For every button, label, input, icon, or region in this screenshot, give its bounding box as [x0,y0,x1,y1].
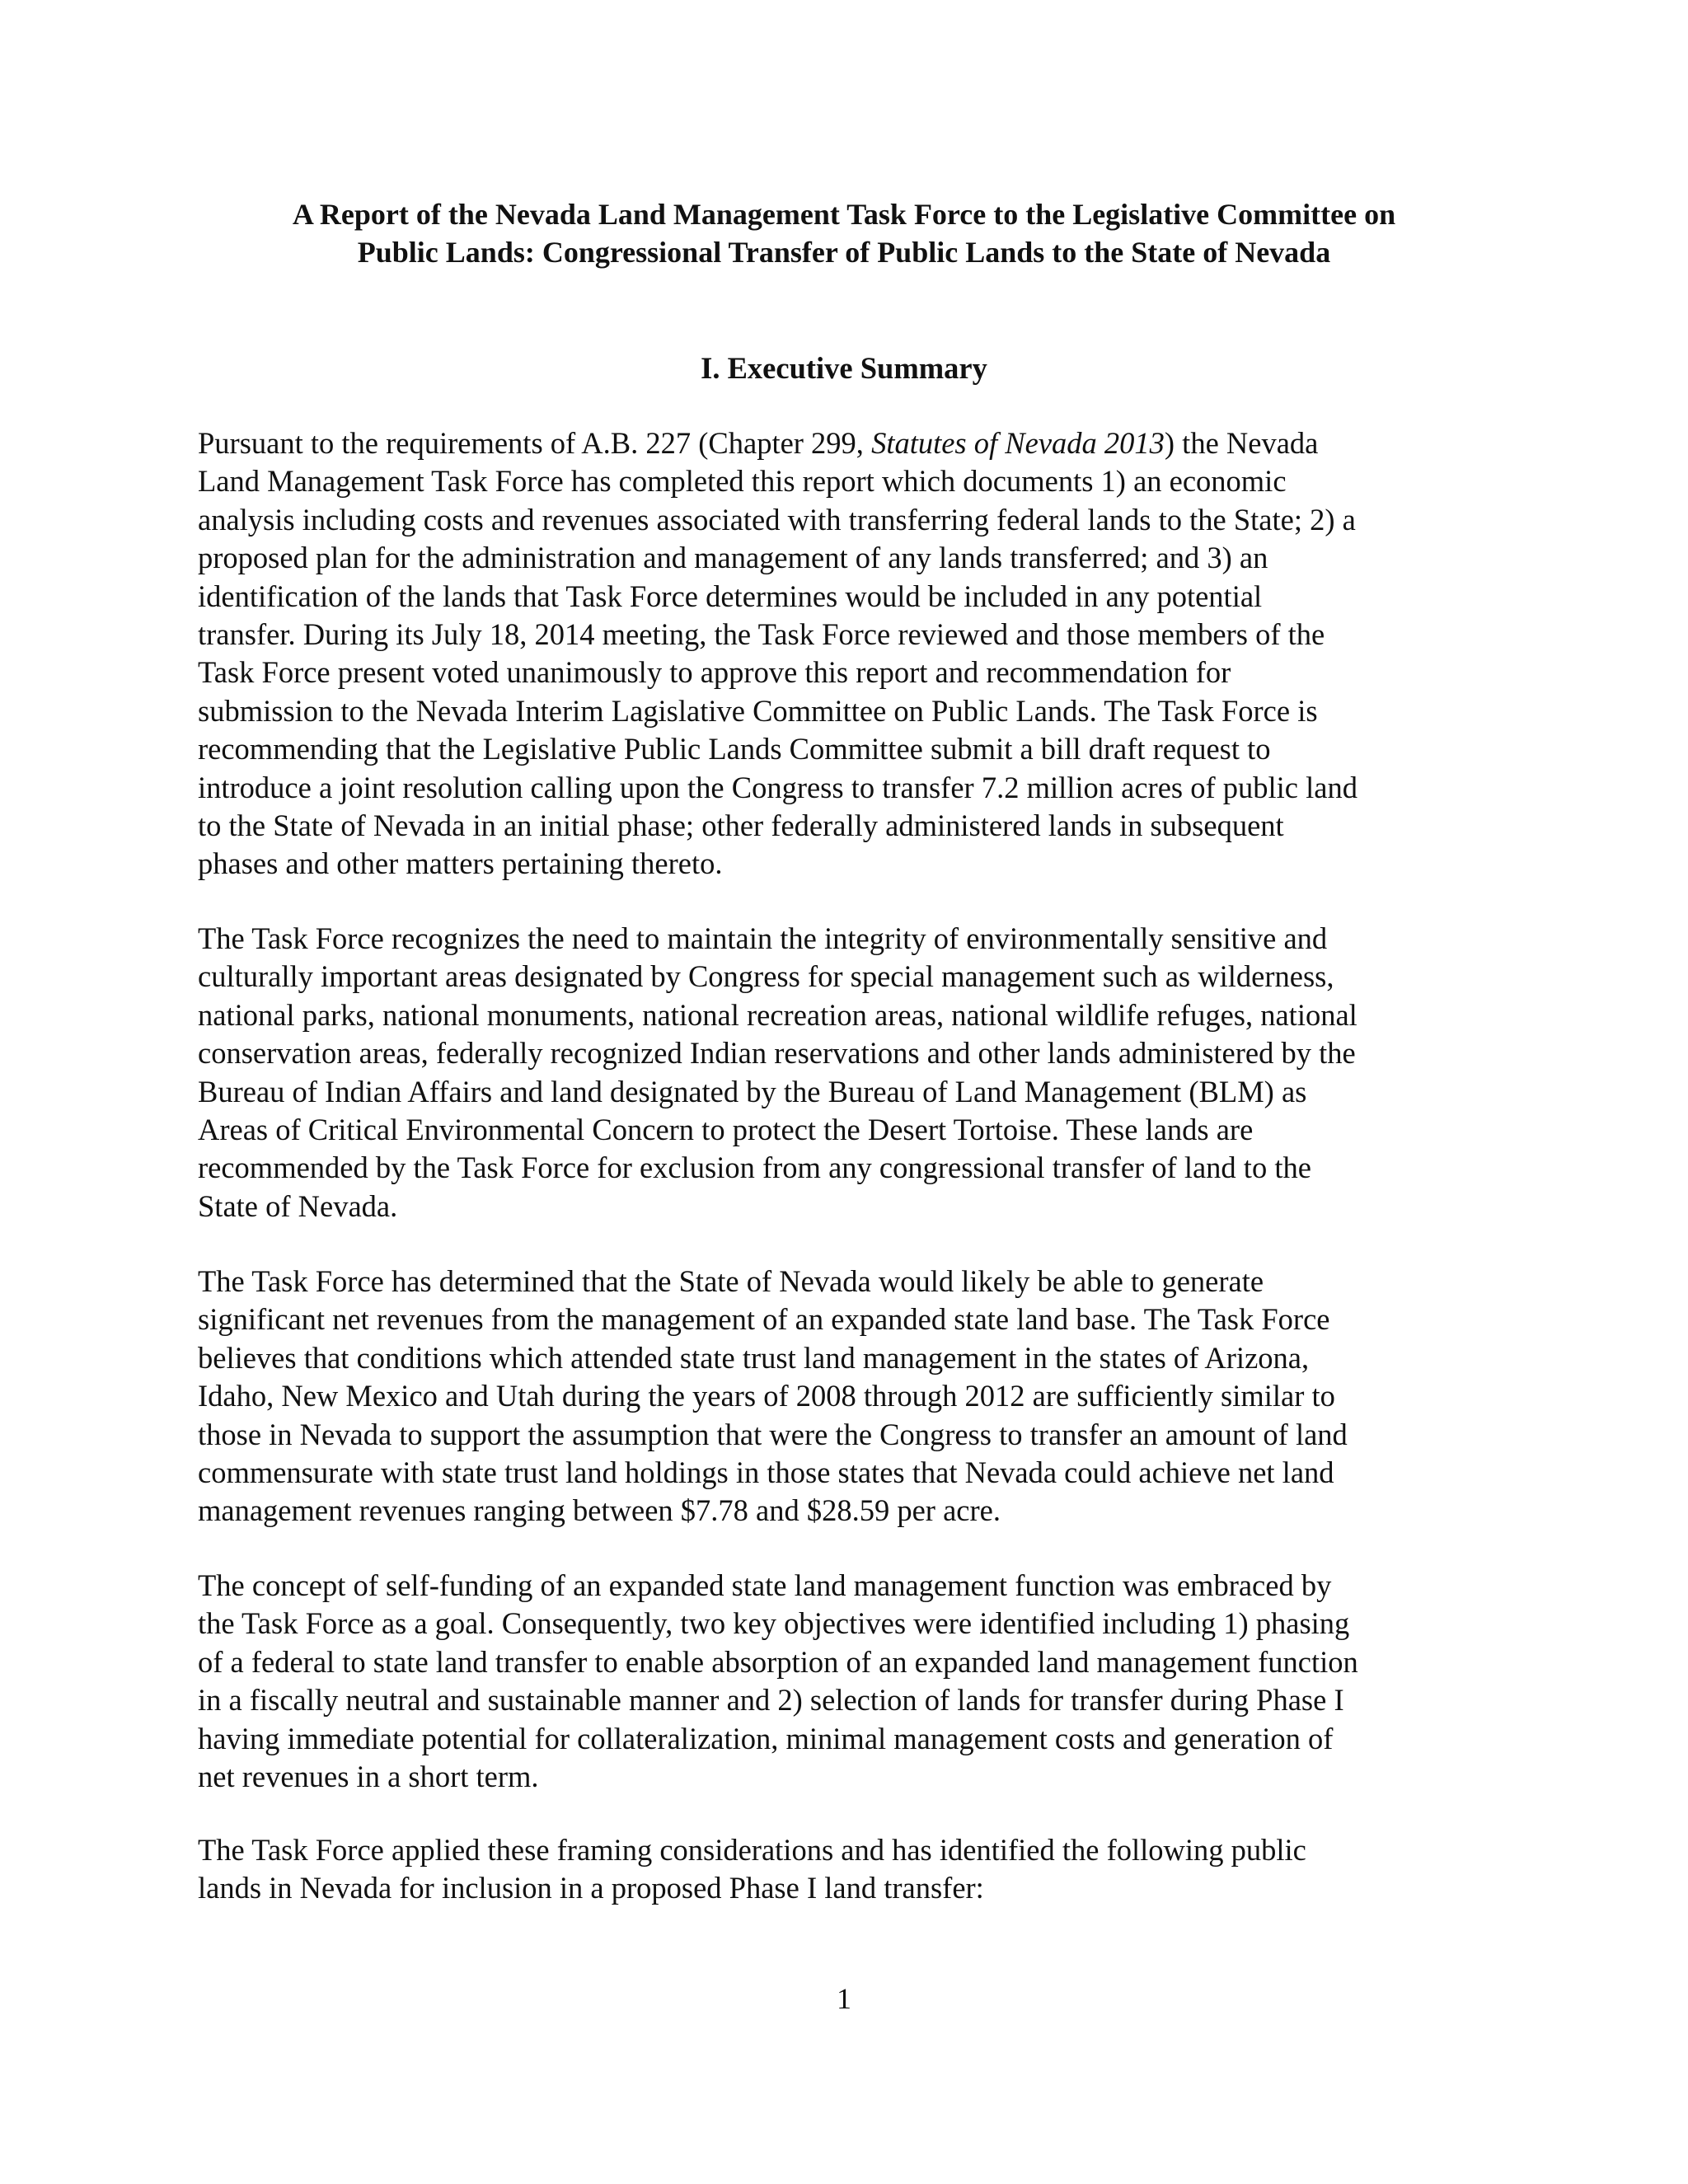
paragraph-3 [198,1263,1508,1530]
paragraph-line: those in Nevada to support the assumption that were the Congress to transfer an amount of land [198,1417,1348,1451]
paragraph-line: recommended by the Task Force for exclusion from any congressional transfer of land to the [198,1151,1311,1185]
paragraph-line: culturally important areas designated by Congress for special management such as wilderness, [198,959,1334,994]
paragraph-line: identification of the lands that Task Force determines would be included in any potential [198,579,1263,613]
paragraph-line: Bureau of Indian Affairs and land designated by the Bureau of Land Management (BLM) as [198,1074,1307,1108]
paragraph-line: management revenues ranging between $7.78 and $28.59 per acre. [198,1493,1001,1528]
paragraph-line: the Task Force as a goal. Consequently, two key objectives were identified including 1) phasing [198,1606,1350,1641]
paragraph-line: believes that conditions which attended state trust land management in the states of Arizona, [198,1340,1310,1375]
paragraph-line: The Task Force recognizes the need to maintain the integrity of environmentally sensitive and [198,921,1328,955]
paragraph-line: transfer. During its July 18, 2014 meeting, the Task Force reviewed and those members of the [198,617,1325,652]
paragraph-line: national parks, national monuments, national recreation areas, national wildlife refuges, national [198,997,1357,1032]
paragraph-line: Task Force present voted unanimously to approve this report and recommendation for [198,655,1231,690]
paragraph-line: conservation areas, federally recognized Indian reservations and other lands administered by the [198,1036,1356,1071]
paragraph-1-line-1 [198,424,1508,462]
paragraph-4 [198,1567,1508,1796]
paragraph-line: analysis including costs and revenues associated with transferring federal lands to the State; 2) a [198,502,1356,537]
title-line-2: Public Lands: Congressional Transfer of Public Lands to the State of Nevada [357,236,1331,269]
paragraph-line: in a fiscally neutral and sustainable manner and 2) selection of lands for transfer during Phase I [198,1683,1344,1718]
paragraph-1 [198,424,1508,883]
paragraph-line: net revenues in a short term. [198,1760,539,1794]
statute-citation: Statutes of Nevada 2013 [871,426,1165,460]
paragraph-line: of a federal to state land transfer to enable absorption of an expanded land management function [198,1644,1358,1679]
report-title [198,195,1490,271]
paragraph-line: Areas of Critical Environmental Concern to protect the Desert Tortoise. These lands are [198,1113,1254,1147]
paragraph-line: having immediate potential for collateralization, minimal management costs and generation of [198,1721,1334,1755]
section-heading: I. Executive Summary [701,351,987,385]
paragraph-line: State of Nevada. [198,1188,398,1223]
paragraph-line: submission to the Nevada Interim Lagislative Committee on Public Lands. The Task Force is [198,693,1318,728]
paragraph-2 [198,920,1508,1226]
paragraph-line: lands in Nevada for inclusion in a proposed Phase I land transfer: [198,1871,984,1905]
paragraph-line: The Task Force has determined that the State of Nevada would likely be able to generate [198,1264,1264,1298]
paragraph-line: Land Management Task Force has completed this report which documents 1) an economic [198,464,1287,499]
paragraph-line: Idaho, New Mexico and Utah during the years of 2008 through 2012 are sufficiently similar to [198,1379,1335,1413]
paragraph-line: recommending that the Legislative Public Lands Committee submit a bill draft request to [198,732,1271,766]
text-run: Pursuant to the requirements of A.B. 227 (Chapter 299, [198,426,872,460]
paragraph-line: introduce a joint resolution calling upon the Congress to transfer 7.2 million acres of public land [198,770,1357,804]
paragraph-line: to the State of Nevada in an initial phase; other federally administered lands in subsequent [198,808,1284,843]
paragraph-line: phases and other matters pertaining thereto. [198,846,723,881]
title-line-1: A Report of the Nevada Land Management Task Force to the Legislative Committee on [292,198,1396,231]
paragraph-line: commensurate with state trust land holdings in those states that Nevada could achieve net land [198,1455,1334,1490]
page-number: 1 [837,1982,851,2015]
paragraph-line: proposed plan for the administration and management of any lands transferred; and 3) an [198,541,1268,575]
text-run: ) the Nevada [1164,426,1319,460]
paragraph-line: The concept of self-funding of an expanded state land management function was embraced by [198,1568,1332,1602]
paragraph-line: The Task Force applied these framing considerations and has identified the following public [198,1833,1306,1867]
paragraph-5 [198,1831,1508,1908]
paragraph-line: significant net revenues from the management of an expanded state land base. The Task Force [198,1302,1330,1337]
